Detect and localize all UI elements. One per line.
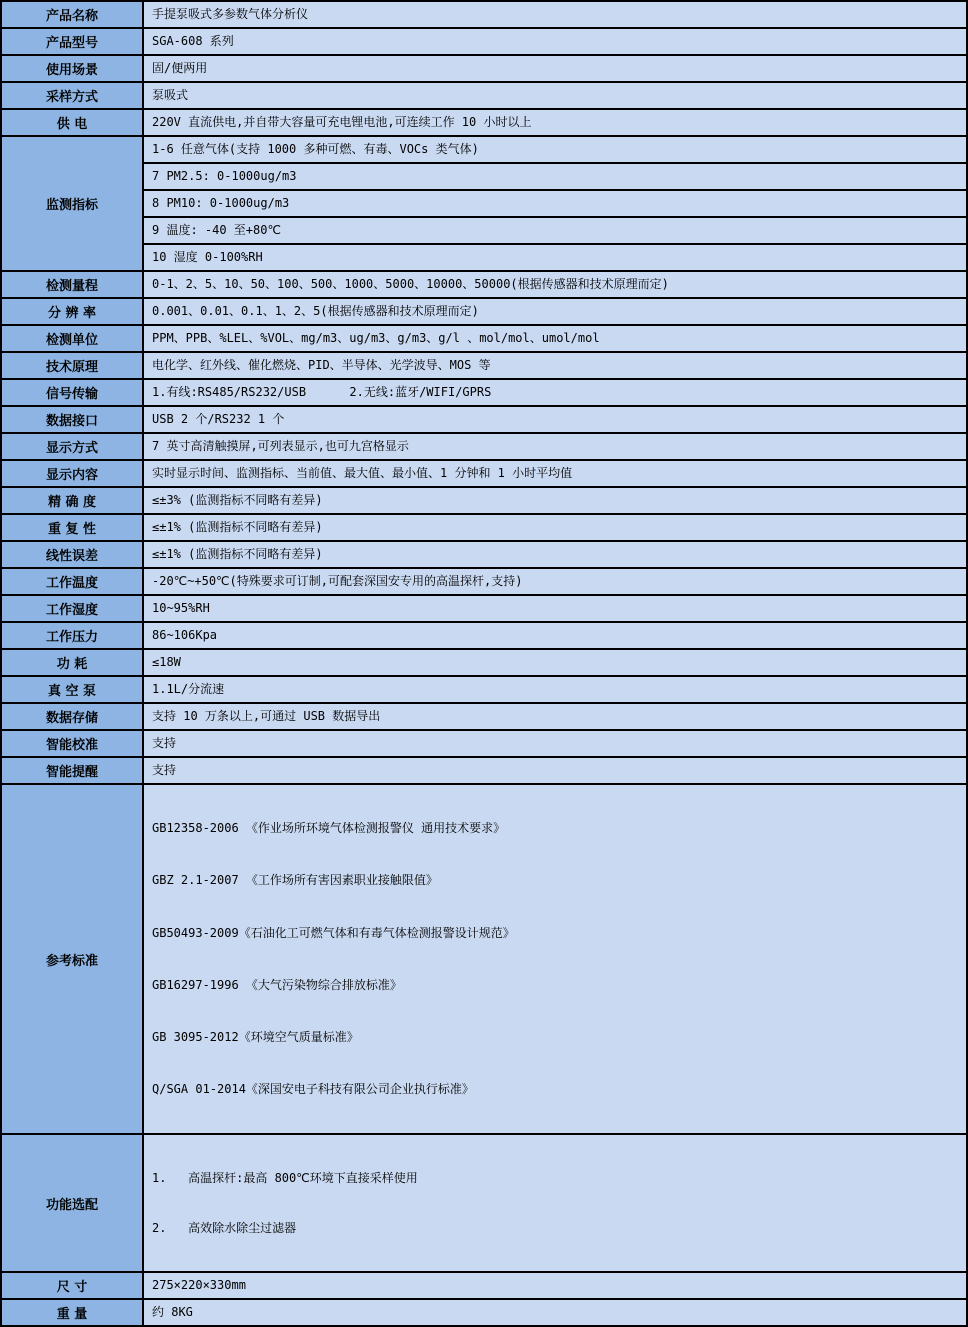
technical-principle-label: 技术原理 bbox=[1, 352, 143, 379]
working-humidity-value: 10~95%RH bbox=[143, 595, 967, 622]
linearity-error-value: ≤±1% (监测指标不同略有差异) bbox=[143, 541, 967, 568]
spec-row-monitoring-humidity bbox=[1, 244, 967, 271]
accuracy-value: ≤±3% (监测指标不同略有差异) bbox=[143, 487, 967, 514]
display-mode-value: 7 英寸高清触摸屏,可列表显示,也可九宫格显示 bbox=[143, 433, 967, 460]
reference-standard-item: GB16297-1996 《大气污染物综合排放标准》 bbox=[152, 977, 402, 992]
spec-row-sampling-method bbox=[1, 82, 967, 109]
spec-row-detection-range bbox=[1, 271, 967, 298]
dimensions-label: 尺 寸 bbox=[1, 1272, 143, 1299]
working-temperature-value: -20℃~+50℃(特殊要求可订制,可配套深国安专用的高温探杆,支持) bbox=[143, 568, 967, 595]
reference-standards-value bbox=[143, 784, 967, 1134]
spec-row-power-supply bbox=[1, 109, 967, 136]
weight-value: 约 8KG bbox=[143, 1299, 967, 1326]
optional-feature-item: 1. 高温探杆:最高 800℃环境下直接采样使用 bbox=[152, 1170, 418, 1185]
accuracy-label: 精 确 度 bbox=[1, 487, 143, 514]
spec-row-accuracy bbox=[1, 487, 967, 514]
display-content-value: 实时显示时间、监测指标、当前值、最大值、最小值、1 分钟和 1 小时平均值 bbox=[143, 460, 967, 487]
spec-row-working-humidity bbox=[1, 595, 967, 622]
vacuum-pump-label: 真 空 泵 bbox=[1, 676, 143, 703]
spec-row-data-interface bbox=[1, 406, 967, 433]
working-pressure-value: 86~106Kpa bbox=[143, 622, 967, 649]
weight-label: 重 量 bbox=[1, 1299, 143, 1326]
usage-scenario-value: 固/便两用 bbox=[143, 55, 967, 82]
working-temperature-label: 工作温度 bbox=[1, 568, 143, 595]
signal-transmission-value: 1.有线:RS485/RS232/USB 2.无线:蓝牙/WIFI/GPRS bbox=[143, 379, 967, 406]
reference-standard-item: GB12358-2006 《作业场所环境气体检测报警仪 通用技术要求》 bbox=[152, 821, 506, 836]
data-interface-value: USB 2 个/RS232 1 个 bbox=[143, 406, 967, 433]
spec-row-vacuum-pump bbox=[1, 676, 967, 703]
spec-row-display-content bbox=[1, 460, 967, 487]
spec-row-resolution bbox=[1, 298, 967, 325]
data-interface-label: 数据接口 bbox=[1, 406, 143, 433]
working-pressure-label: 工作压力 bbox=[1, 622, 143, 649]
spec-row-smart-calibration bbox=[1, 730, 967, 757]
spec-row-working-pressure bbox=[1, 622, 967, 649]
spec-row-product-model bbox=[1, 28, 967, 55]
sampling-method-value: 泵吸式 bbox=[143, 82, 967, 109]
technical-principle-value: 电化学、红外线、催化燃烧、PID、半导体、光学波导、MOS 等 bbox=[143, 352, 967, 379]
spec-row-weight bbox=[1, 1299, 967, 1326]
spec-row-dimensions bbox=[1, 1272, 967, 1299]
detection-unit-value: PPM、PPB、%LEL、%VOL、mg/m3、ug/m3、g/m3、g/l 、mol/mol、umol/mol bbox=[143, 325, 967, 352]
power-consumption-value: ≤18W bbox=[143, 649, 967, 676]
data-storage-value: 支持 10 万条以上,可通过 USB 数据导出 bbox=[143, 703, 967, 730]
detection-unit-label: 检测单位 bbox=[1, 325, 143, 352]
signal-transmission-label: 信号传输 bbox=[1, 379, 143, 406]
monitoring-indicators-label: 监测指标 bbox=[1, 136, 143, 271]
spec-row-detection-unit bbox=[1, 325, 967, 352]
spec-row-monitoring-indicators bbox=[1, 136, 967, 163]
working-humidity-label: 工作湿度 bbox=[1, 595, 143, 622]
smart-calibration-value: 支持 bbox=[143, 730, 967, 757]
optional-features-value bbox=[143, 1134, 967, 1272]
smart-reminder-label: 智能提醒 bbox=[1, 757, 143, 784]
monitoring-item-humidity: 10 湿度 0-100%RH bbox=[143, 244, 967, 271]
vacuum-pump-value: 1.1L/分流速 bbox=[143, 676, 967, 703]
product-name-value: 手提泵吸式多参数气体分析仪 bbox=[143, 1, 967, 28]
optional-feature-item: 2. 高效除水除尘过滤器 bbox=[152, 1220, 297, 1235]
smart-calibration-label: 智能校准 bbox=[1, 730, 143, 757]
spec-row-monitoring-pm10 bbox=[1, 190, 967, 217]
product-name-label: 产品名称 bbox=[1, 1, 143, 28]
power-consumption-label: 功 耗 bbox=[1, 649, 143, 676]
resolution-label: 分 辨 率 bbox=[1, 298, 143, 325]
reference-standards-label: 参考标准 bbox=[1, 784, 143, 1134]
data-storage-label: 数据存储 bbox=[1, 703, 143, 730]
product-model-label: 产品型号 bbox=[1, 28, 143, 55]
reference-standard-item: GBZ 2.1-2007 《工作场所有害因素职业接触限值》 bbox=[152, 873, 438, 888]
spec-row-display-mode bbox=[1, 433, 967, 460]
spec-row-linearity-error bbox=[1, 541, 967, 568]
spec-row-usage-scenario bbox=[1, 55, 967, 82]
reference-standard-item: GB 3095-2012《环境空气质量标准》 bbox=[152, 1029, 359, 1044]
spec-row-smart-reminder bbox=[1, 757, 967, 784]
detection-range-label: 检测量程 bbox=[1, 271, 143, 298]
spec-row-reference-standards bbox=[1, 784, 967, 1134]
monitoring-item-pm10: 8 PM10: 0-1000ug/m3 bbox=[143, 190, 967, 217]
spec-row-monitoring-temperature bbox=[1, 217, 967, 244]
spec-row-working-temperature bbox=[1, 568, 967, 595]
power-supply-value: 220V 直流供电,并自带大容量可充电锂电池,可连续工作 10 小时以上 bbox=[143, 109, 967, 136]
display-mode-label: 显示方式 bbox=[1, 433, 143, 460]
spec-row-signal-transmission bbox=[1, 379, 967, 406]
monitoring-item-gases: 1-6 任意气体(支持 1000 多种可燃、有毒、VOCs 类气体) bbox=[143, 136, 967, 163]
usage-scenario-label: 使用场景 bbox=[1, 55, 143, 82]
spec-row-technical-principle bbox=[1, 352, 967, 379]
monitoring-item-pm25: 7 PM2.5: 0-1000ug/m3 bbox=[143, 163, 967, 190]
monitoring-item-temperature: 9 温度: -40 至+80℃ bbox=[143, 217, 967, 244]
reference-standard-item: Q/SGA 01-2014《深国安电子科技有限公司企业执行标准》 bbox=[152, 1082, 474, 1097]
power-supply-label: 供 电 bbox=[1, 109, 143, 136]
reference-standard-item: GB50493-2009《石油化工可燃气体和有毒气体检测报警设计规范》 bbox=[152, 925, 515, 940]
dimensions-value: 275×220×330mm bbox=[143, 1272, 967, 1299]
linearity-error-label: 线性误差 bbox=[1, 541, 143, 568]
repeatability-label: 重 复 性 bbox=[1, 514, 143, 541]
repeatability-value: ≤±1% (监测指标不同略有差异) bbox=[143, 514, 967, 541]
detection-range-value: 0-1、2、5、10、50、100、500、1000、5000、10000、50000(根据传感器和技术原理而定) bbox=[143, 271, 967, 298]
optional-features-label: 功能选配 bbox=[1, 1134, 143, 1272]
spec-row-data-storage bbox=[1, 703, 967, 730]
sampling-method-label: 采样方式 bbox=[1, 82, 143, 109]
product-model-value: SGA-608 系列 bbox=[143, 28, 967, 55]
spec-row-monitoring-pm25 bbox=[1, 163, 967, 190]
smart-reminder-value: 支持 bbox=[143, 757, 967, 784]
resolution-value: 0.001、0.01、0.1、1、2、5(根据传感器和技术原理而定) bbox=[143, 298, 967, 325]
spec-row-repeatability bbox=[1, 514, 967, 541]
spec-row-product-name bbox=[1, 1, 967, 28]
spec-row-optional-features bbox=[1, 1134, 967, 1272]
display-content-label: 显示内容 bbox=[1, 460, 143, 487]
spec-row-power-consumption bbox=[1, 649, 967, 676]
